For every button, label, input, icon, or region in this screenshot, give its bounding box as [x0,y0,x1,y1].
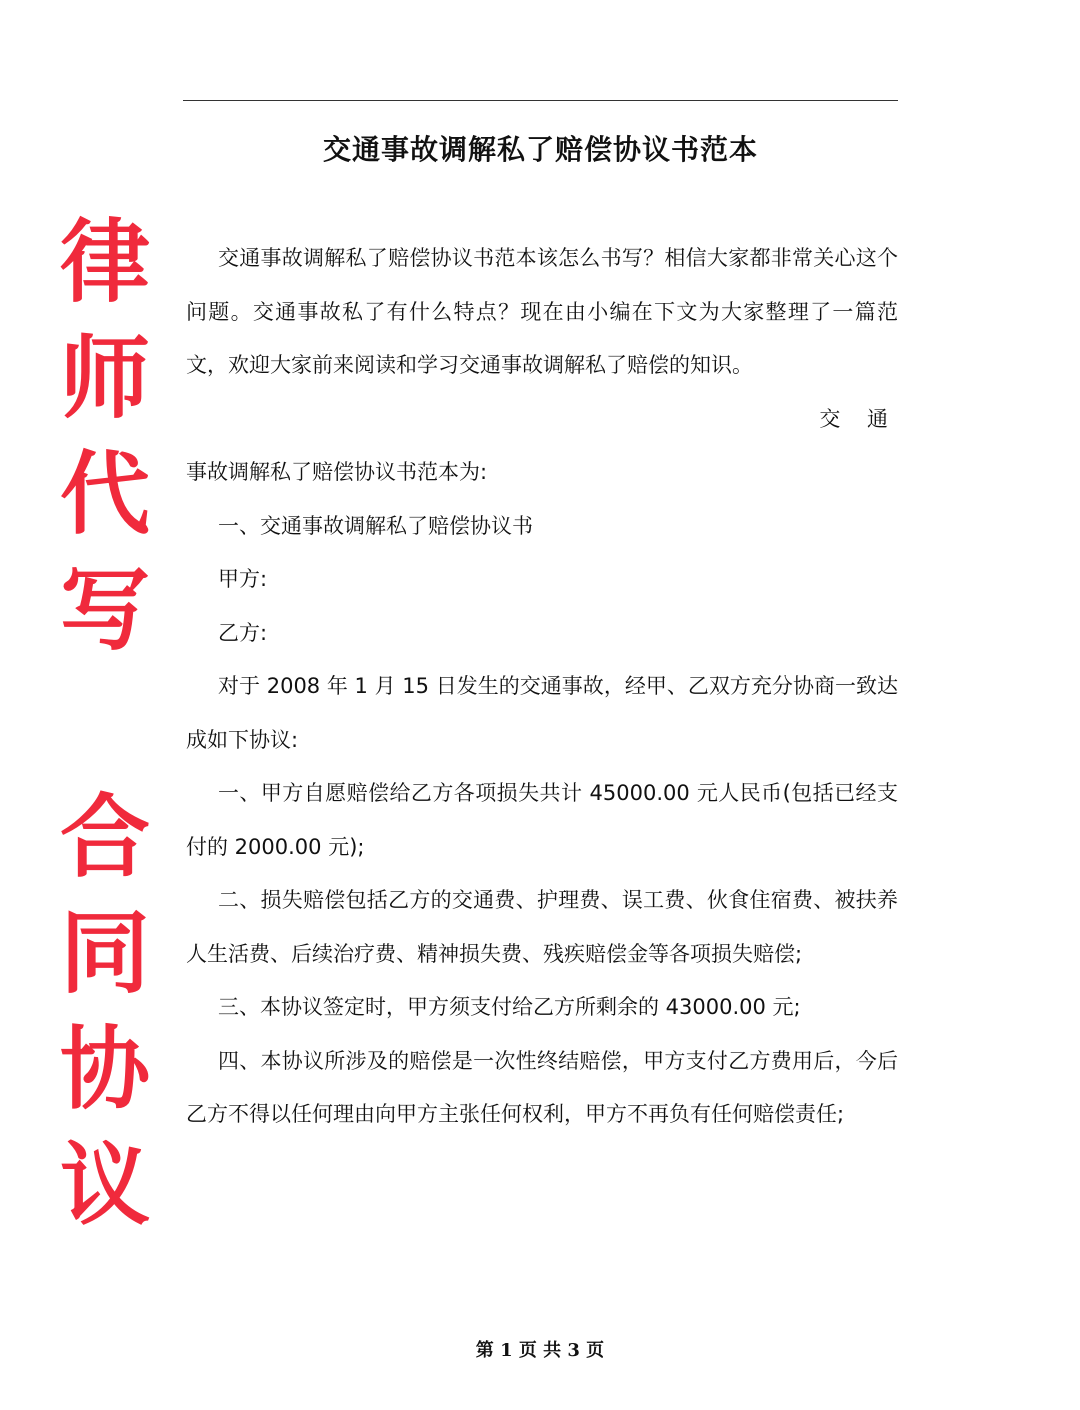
party-a-line: 甲方: [218,567,268,591]
document-body [186,232,898,1142]
split-heading-fragment: 交 通 [819,406,898,431]
watermark-char: 师 [60,326,150,431]
section-heading: 一、交通事故调解私了赔偿协议书 [218,513,533,538]
header-rule [183,100,898,101]
clause-4: 四、本协议所涉及的赔偿是一次性终结赔偿，甲方支付乙方费用后，今后乙方不得以任何理由向甲方主张任何权利，甲方不再负有任何赔偿责任; [186,1048,898,1126]
clause-1: 一、甲方自愿赔偿给乙方各项损失共计 45000.00 元人民币(包括已经支付的 2000.00 元); [186,781,898,859]
watermark-char: 协 [60,1017,150,1122]
party-b-line: 乙方: [218,620,268,645]
watermark-char: 代 [60,442,150,547]
watermark-char: 议 [60,1133,150,1238]
clause-3: 三、本协议签定时，甲方须支付给乙方所剩余的 43000.00 元; [218,995,801,1019]
watermark-char: 律 [60,210,150,315]
watermark-lawyer-writing [60,205,150,669]
document-title: 交通事故调解私了赔偿协议书范本 [322,133,758,166]
agreement-preamble: 对于 2008 年 1 月 15 日发生的交通事故，经甲、乙双方充分协商一致达成如下协议: [186,674,898,752]
page-number-footer: 第 1 页 共 3 页 [475,1340,605,1361]
clause-2: 二、损失赔偿包括乙方的交通费、护理费、误工费、伙食住宿费、被扶养人生活费、后续治疗费、精神损失费、残疾赔偿金等各项损失赔偿; [186,888,898,966]
watermark-char: 合 [60,785,150,890]
intro-paragraph: 交通事故调解私了赔偿协议书范本该怎么书写？相信大家都非常关心这个问题。交通事故私了有什么特点？现在由小编在下文为大家整理了一篇范文，欢迎大家前来阅读和学习交通事故调解私了赔偿的知识。 [186,246,898,377]
template-intro-line: 事故调解私了赔偿协议书范本为: [186,460,488,484]
watermark-char: 写 [60,558,150,663]
watermark-contract-agreement [60,780,150,1244]
watermark-char: 同 [60,901,150,1006]
